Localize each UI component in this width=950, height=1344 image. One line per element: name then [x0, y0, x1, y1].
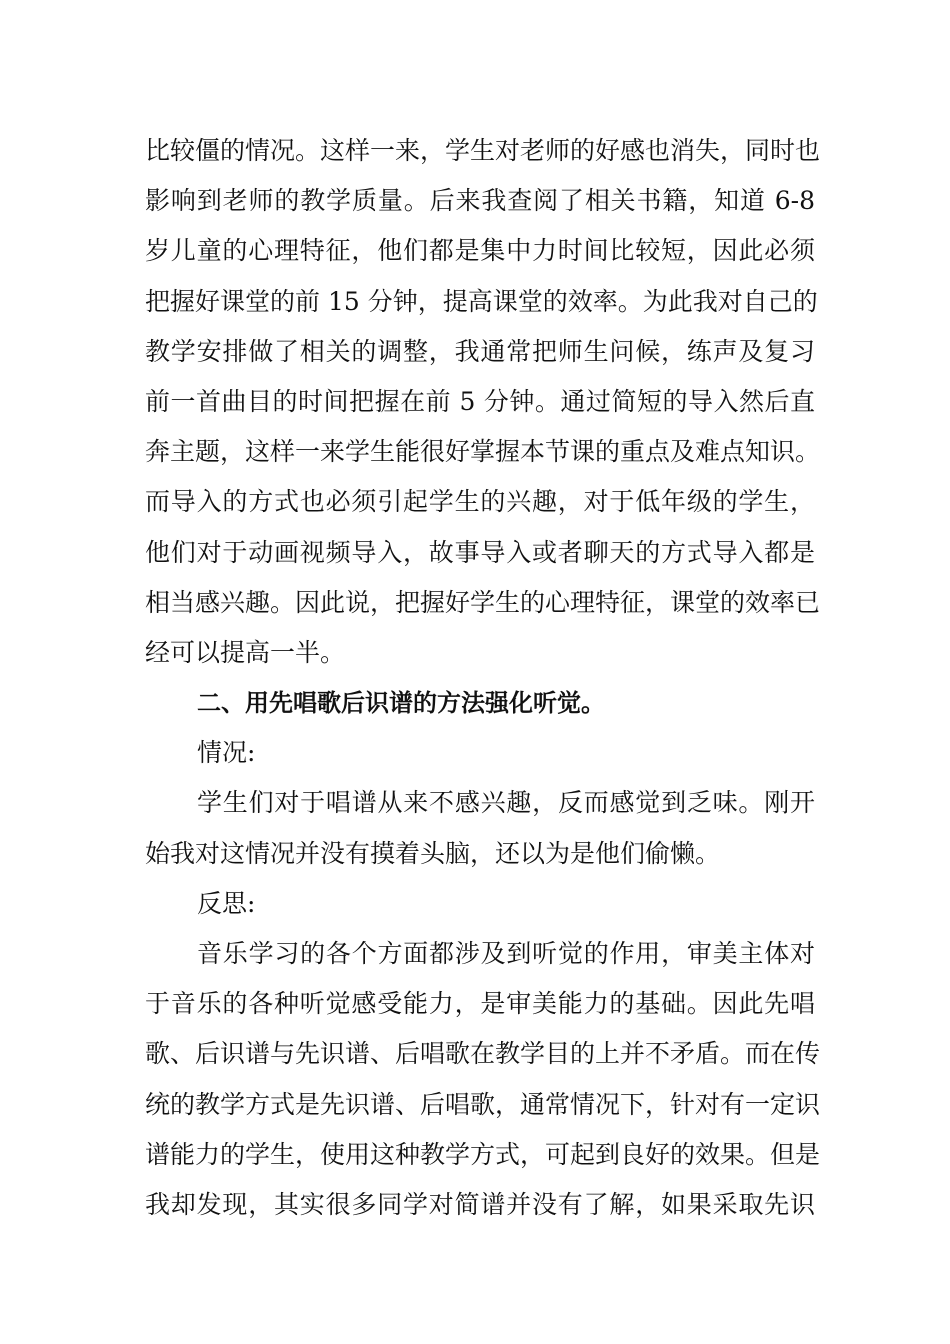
section-heading: 二、用先唱歌后识谱的方法强化听觉。: [197, 689, 605, 718]
paragraph-continuation: [145, 126, 821, 678]
situation-label: 情况:: [197, 738, 256, 768]
text-line: 而导入的方式也必须引起学生的兴趣，对于低年级的学生，: [145, 487, 815, 517]
reflection-paragraph: [145, 929, 821, 1230]
text-line: 音乐学习的各个方面都涉及到听觉的作用，审美主体对: [197, 939, 815, 968]
text-line: 他们对于动画视频导入，故事导入或者聊天的方式导入都是: [145, 537, 815, 567]
situation-paragraph: [145, 778, 815, 878]
text-line: 学生们对于唱谱从来不感兴趣，反而感觉到乏味。刚开: [197, 788, 815, 818]
text-line: 前一首曲目的时间把握在前 5 分钟。通过简短的导入然后直: [145, 386, 815, 416]
text-line: 奔主题，这样一来学生能很好掌握本节课的重点及难点知识。: [145, 437, 821, 467]
text-line: 统的教学方式是先识谱、后唱歌，通常情况下，针对有一定识: [145, 1089, 821, 1119]
reflection-label: 反思:: [197, 888, 256, 918]
text-line: 经可以提高一半。: [145, 637, 346, 667]
text-line: 比较僵的情况。这样一来，学生对老师的好感也消失，同时也: [145, 136, 821, 165]
text-line: 岁儿童的心理特征，他们都是集中力时间比较短，因此必须: [145, 236, 815, 266]
text-line: 影响到老师的教学质量。后来我查阅了相关书籍，知道 6-8: [145, 186, 815, 216]
text-line: 谱能力的学生，使用这种教学方式，可起到良好的效果。但是: [145, 1139, 821, 1169]
document-body: [145, 126, 821, 1230]
text-line: 相当感兴趣。因此说，把握好学生的心理特征，课堂的效率已: [145, 587, 821, 617]
text-line: 于音乐的各种听觉感受能力，是审美能力的基础。因此先唱: [145, 989, 815, 1019]
text-line: 教学安排做了相关的调整，我通常把师生问候，练声及复习: [145, 336, 815, 366]
text-line: 我却发现，其实很多同学对简谱并没有了解，如果采取先识: [145, 1189, 815, 1219]
text-line: 始我对这情况并没有摸着头脑，还以为是他们偷懒。: [145, 838, 721, 868]
text-line: 歌、后识谱与先识谱、后唱歌在教学目的上并不矛盾。而在传: [145, 1039, 821, 1069]
text-line: 把握好课堂的前 15 分钟，提高课堂的效率。为此我对自己的: [145, 286, 818, 316]
